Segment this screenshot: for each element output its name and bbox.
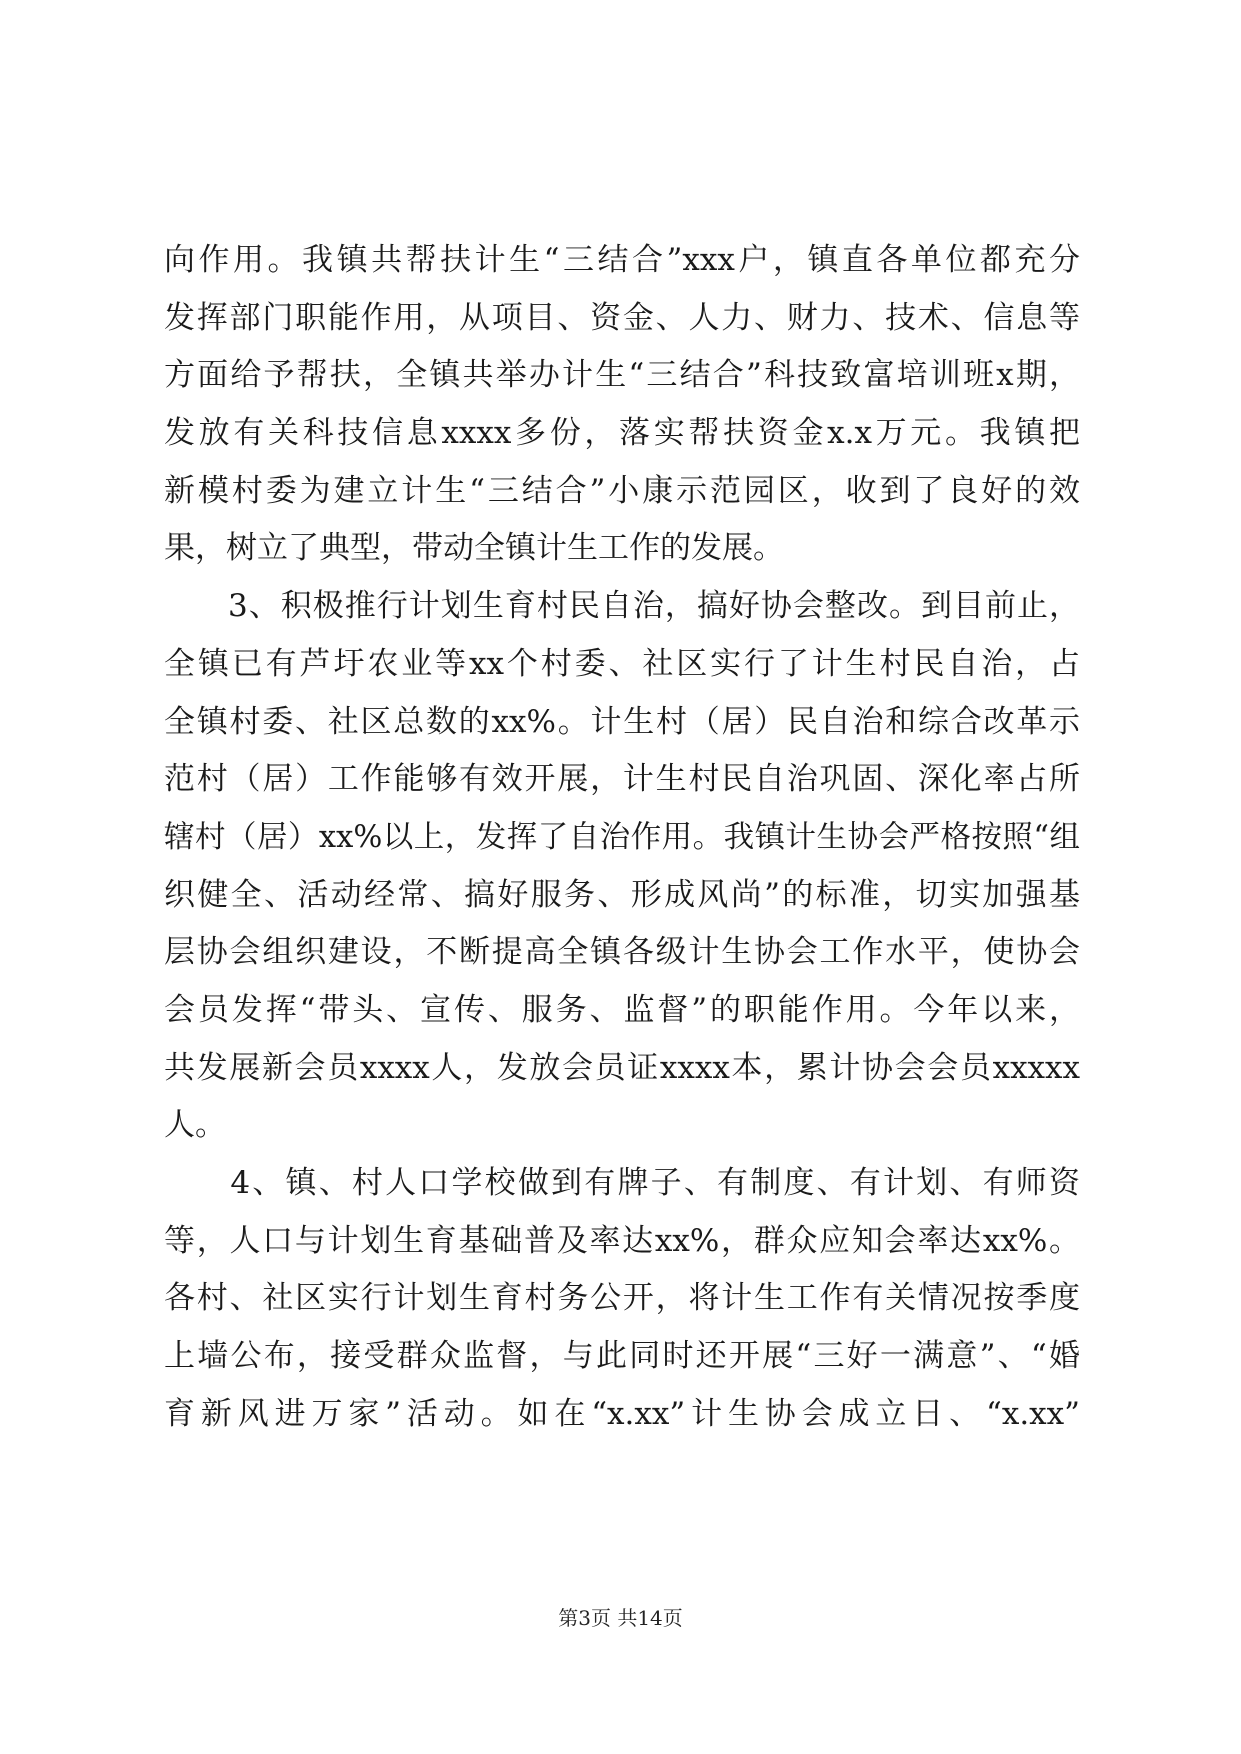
text-line: 等，人口与计划生育基础普及率达xx%，群众应知会率达xx%。 — [164, 1222, 1080, 1259]
text-line: 4、镇、村人口学校做到有牌子、有制度、有计划、有师资 — [164, 1165, 1080, 1201]
text-line: 各村、社区实行计划生育村务公开，将计生工作有关情况按季度 — [164, 1280, 1080, 1317]
text-line: 人。 — [164, 1107, 226, 1144]
text-line: 辖村（居）xx%以上，发挥了自治作用。我镇计生协会严格按照“组 — [164, 819, 1080, 855]
text-line: 范村（居）工作能够有效开展，计生村民自治巩固、深化率占所 — [164, 761, 1080, 798]
text-line: 向作用。我镇共帮扶计生“三结合”xxx户，镇直各单位都充分 — [164, 242, 1080, 278]
text-line: 上墙公布，接受群众监督，与此同时还开展“三好一满意”、“婚 — [164, 1338, 1080, 1375]
text-line: 新模村委为建立计生“三结合”小康示范园区，收到了良好的效 — [164, 472, 1080, 509]
text-line: 层协会组织建设，不断提高全镇各级计生协会工作水平，使协会 — [164, 934, 1080, 971]
text-line: 会员发挥“带头、宣传、服务、监督”的职能作用。今年以来， — [164, 991, 1080, 1028]
page-number-footer: 第3页 共14页 — [558, 1606, 683, 1630]
text-line: 3、积极推行计划生育村民自治，搞好协会整改。到目前止， — [164, 588, 1080, 625]
body-text — [164, 232, 1080, 1443]
text-line: 全镇村委、社区总数的xx%。计生村（居）民自治和综合改革示 — [164, 703, 1080, 740]
text-line: 织健全、活动经常、搞好服务、形成风尚”的标准，切实加强基 — [164, 876, 1080, 913]
text-line: 发挥部门职能作用，从项目、资金、人力、财力、技术、信息等 — [164, 299, 1080, 336]
text-line: 果，树立了典型，带动全镇计生工作的发展。 — [164, 530, 784, 567]
text-line: 育新风进万家”活动。如在“x.xx”计生协会成立日、“x.xx” — [164, 1395, 1080, 1432]
text-line: 共发展新会员xxxx人，发放会员证xxxx本，累计协会会员xxxxx — [164, 1049, 1080, 1086]
text-line: 方面给予帮扶，全镇共举办计生“三结合”科技致富培训班x期， — [164, 357, 1080, 394]
text-line: 全镇已有芦圩农业等xx个村委、社区实行了计生村民自治，占 — [164, 645, 1080, 682]
text-line: 发放有关科技信息xxxx多份，落实帮扶资金x.x万元。我镇把 — [164, 415, 1080, 452]
